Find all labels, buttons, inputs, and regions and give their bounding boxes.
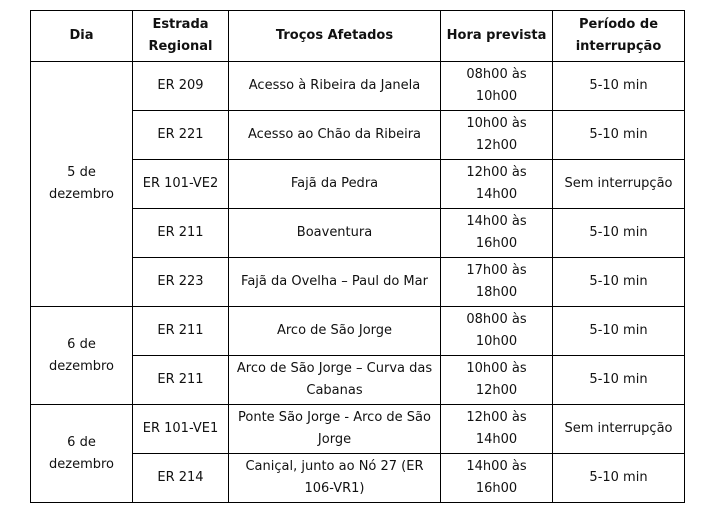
hora-cell: 10h00 às 12h00: [441, 356, 553, 405]
table-row: [31, 307, 685, 356]
header-trocos-afetados: Troços Afetados: [229, 11, 441, 62]
estrada-cell: ER 221: [133, 111, 229, 160]
estrada-cell: ER 101-VE1: [133, 405, 229, 454]
header-hora-prevista: Hora prevista: [441, 11, 553, 62]
periodo-cell: 5-10 min: [553, 307, 685, 356]
dia-cell: 5 de dezembro: [31, 62, 133, 307]
estrada-cell: ER 214: [133, 454, 229, 503]
estrada-cell: ER 101-VE2: [133, 160, 229, 209]
trocos-cell: Ponte São Jorge - Arco de São Jorge: [229, 405, 441, 454]
hora-cell: 08h00 às 10h00: [441, 307, 553, 356]
hora-cell: 12h00 às 14h00: [441, 160, 553, 209]
header-periodo-interrupcao: Período de interrupção: [553, 11, 685, 62]
periodo-cell: 5-10 min: [553, 356, 685, 405]
trocos-cell: Caniçal, junto ao Nó 27 (ER 106-VR1): [229, 454, 441, 503]
hora-cell: 17h00 às 18h00: [441, 258, 553, 307]
periodo-cell: 5-10 min: [553, 209, 685, 258]
hora-cell: 10h00 às 12h00: [441, 111, 553, 160]
estrada-cell: ER 223: [133, 258, 229, 307]
estrada-cell: ER 211: [133, 209, 229, 258]
dia-cell: 6 de dezembro: [31, 405, 133, 503]
dia-cell: 6 de dezembro: [31, 307, 133, 405]
hora-cell: 08h00 às 10h00: [441, 62, 553, 111]
hora-cell: 14h00 às 16h00: [441, 209, 553, 258]
estrada-cell: ER 209: [133, 62, 229, 111]
road-closure-table: [30, 10, 685, 503]
periodo-cell: 5-10 min: [553, 454, 685, 503]
trocos-cell: Acesso ao Chão da Ribeira: [229, 111, 441, 160]
estrada-cell: ER 211: [133, 356, 229, 405]
hora-cell: 12h00 às 14h00: [441, 405, 553, 454]
hora-cell: 14h00 às 16h00: [441, 454, 553, 503]
table-header-row: [31, 11, 685, 62]
table-row: [31, 405, 685, 454]
trocos-cell: Fajã da Pedra: [229, 160, 441, 209]
trocos-cell: Acesso à Ribeira da Janela: [229, 62, 441, 111]
periodo-cell: 5-10 min: [553, 111, 685, 160]
header-dia: Dia: [31, 11, 133, 62]
table-row: [31, 62, 685, 111]
periodo-cell: 5-10 min: [553, 62, 685, 111]
trocos-cell: Fajã da Ovelha – Paul do Mar: [229, 258, 441, 307]
trocos-cell: Boaventura: [229, 209, 441, 258]
periodo-cell: 5-10 min: [553, 258, 685, 307]
trocos-cell: Arco de São Jorge: [229, 307, 441, 356]
periodo-cell: Sem interrupção: [553, 160, 685, 209]
estrada-cell: ER 211: [133, 307, 229, 356]
trocos-cell: Arco de São Jorge – Curva das Cabanas: [229, 356, 441, 405]
header-estrada-regional: Estrada Regional: [133, 11, 229, 62]
periodo-cell: Sem interrupção: [553, 405, 685, 454]
